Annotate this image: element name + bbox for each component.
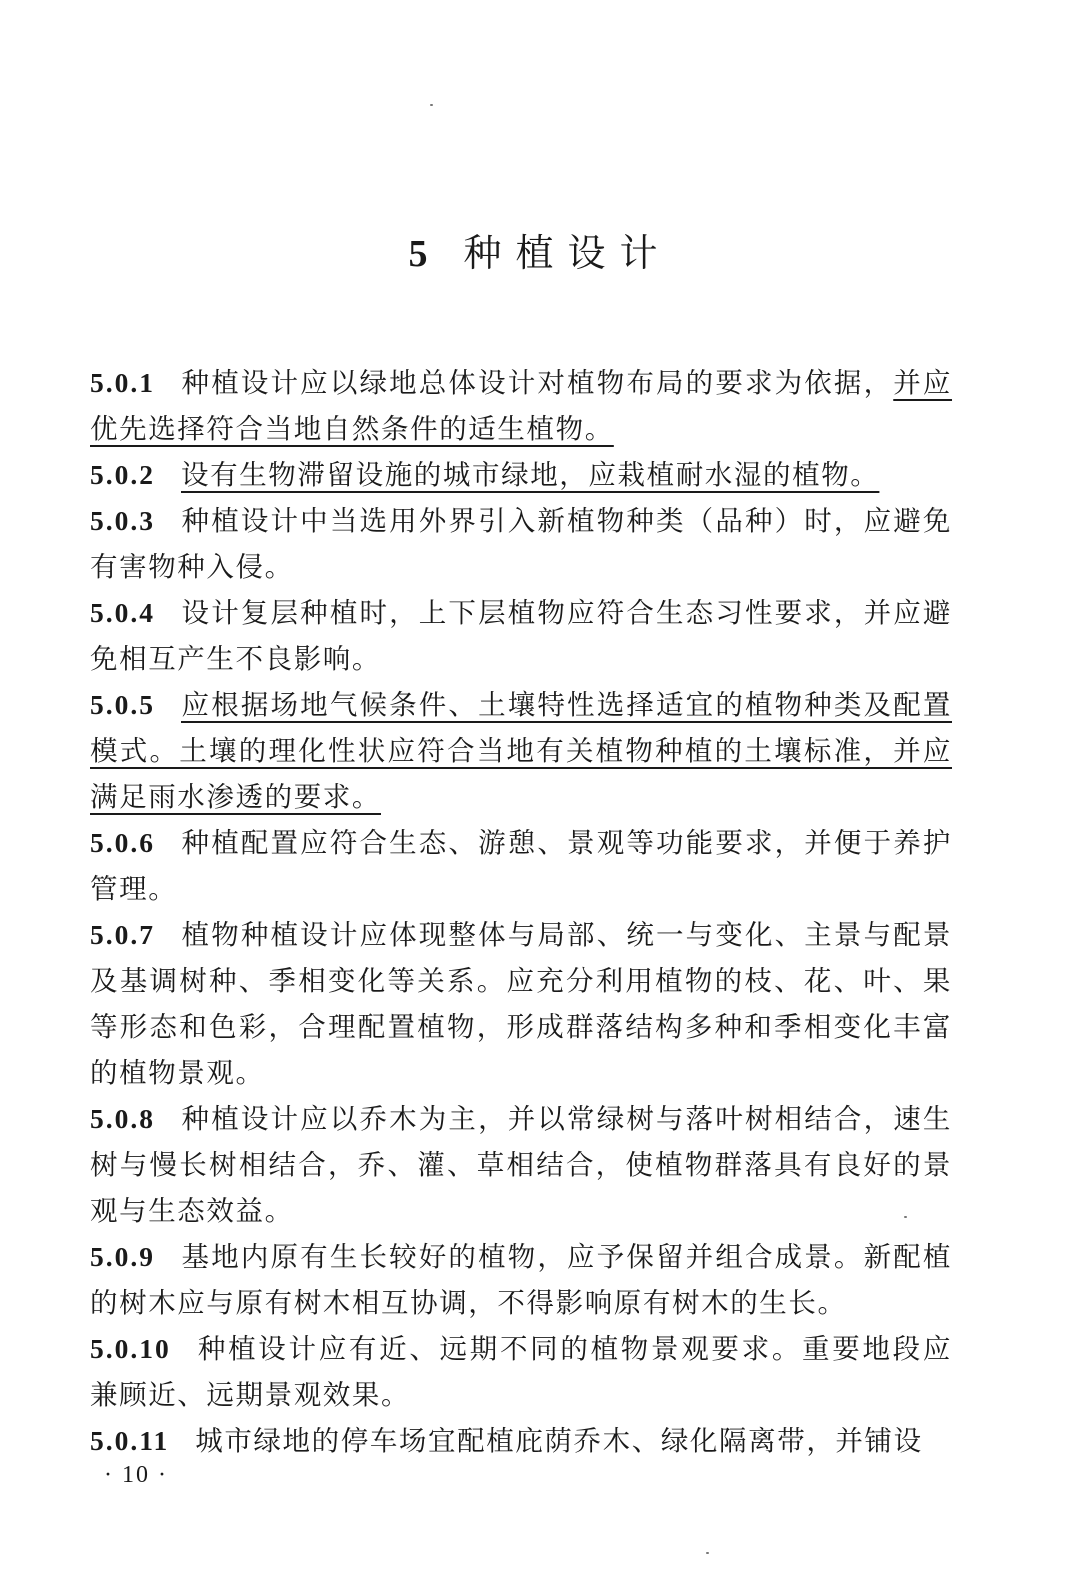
clause-text: 基地内原有生长较好的植物，应予保留并组合成景。新配植的树木应与原有树木相互协调，不得影响原有树木的生长。 xyxy=(90,1241,952,1319)
clause-text: 种植设计应以乔木为主，并以常绿树与落叶树相结合，速生树与慢长树相结合，乔、灌、草相结合，使植物群落具有良好的景观与生态效益。 xyxy=(90,1103,952,1227)
clause-number: 5.0.6 xyxy=(90,827,155,858)
clause-number: 5.0.9 xyxy=(90,1241,155,1272)
clause-text: 种植设计应以绿地总体设计对植物布局的要求为依据， xyxy=(181,367,894,399)
clause-5-0-10 xyxy=(90,1326,952,1418)
clause-number: 5.0.2 xyxy=(90,459,155,490)
clause-number: 5.0.11 xyxy=(90,1425,170,1456)
scan-speck xyxy=(706,1552,709,1554)
clause-5-0-11 xyxy=(90,1418,952,1464)
chapter-number: 5 xyxy=(408,233,442,275)
clause-text: 种植配置应符合生态、游憩、景观等功能要求，并便于养护管理。 xyxy=(90,827,952,905)
clause-text: 种植设计中当选用外界引入新植物种类（品种）时，应避免有害物种入侵。 xyxy=(90,505,952,583)
clause-list xyxy=(90,360,952,1464)
clause-number: 5.0.7 xyxy=(90,919,155,950)
clause-5-0-5 xyxy=(90,682,952,820)
clause-5-0-9 xyxy=(90,1234,952,1326)
clause-text-underlined: 并应优先选择符合当地自然条件的适生植物。 xyxy=(90,367,953,445)
clause-text-underlined: 设有生物滞留设施的城市绿地，应栽植耐水湿的植物。 xyxy=(181,459,880,491)
clause-text-underlined: 应根据场地气候条件、土壤特性选择适宜的植物种类及配置模式。土壤的理化性状应符合当地有关植物种植的土壤标准，并应满足雨水渗透的要求。 xyxy=(90,689,952,813)
clause-5-0-1 xyxy=(90,360,952,452)
chapter-heading xyxy=(0,222,1080,277)
clause-number: 5.0.4 xyxy=(90,597,155,628)
page-number: · 10 · xyxy=(104,1462,168,1488)
clause-text: 植物种植设计应体现整体与局部、统一与变化、主景与配景及基调树种、季相变化等关系。应充分利用植物的枝、花、叶、果等形态和色彩，合理配置植物，形成群落结构多种和季相变化丰富的植物景观。 xyxy=(90,919,952,1089)
clause-5-0-8 xyxy=(90,1096,952,1234)
clause-5-0-3 xyxy=(90,498,952,590)
clause-text: 设计复层种植时，上下层植物应符合生态习性要求，并应避免相互产生不良影响。 xyxy=(90,597,952,675)
clause-5-0-4 xyxy=(90,590,952,682)
clause-number: 5.0.3 xyxy=(90,505,155,536)
clause-number: 5.0.1 xyxy=(90,367,155,398)
clause-number: 5.0.10 xyxy=(90,1333,171,1364)
clause-5-0-6 xyxy=(90,820,952,912)
clause-number: 5.0.8 xyxy=(90,1103,155,1134)
clause-text: 种植设计应有近、远期不同的植物景观要求。重要地段应兼顾近、远期景观效果。 xyxy=(90,1333,952,1411)
scan-speck xyxy=(904,1216,907,1218)
clause-number: 5.0.5 xyxy=(90,689,155,720)
clause-text: 城市绿地的停车场宜配植庇荫乔木、绿化隔离带，并铺设 xyxy=(195,1425,923,1457)
chapter-title-text: 种植设计 xyxy=(463,231,672,275)
scan-speck xyxy=(430,104,433,106)
clause-5-0-2 xyxy=(90,452,952,498)
clause-5-0-7 xyxy=(90,912,952,1096)
